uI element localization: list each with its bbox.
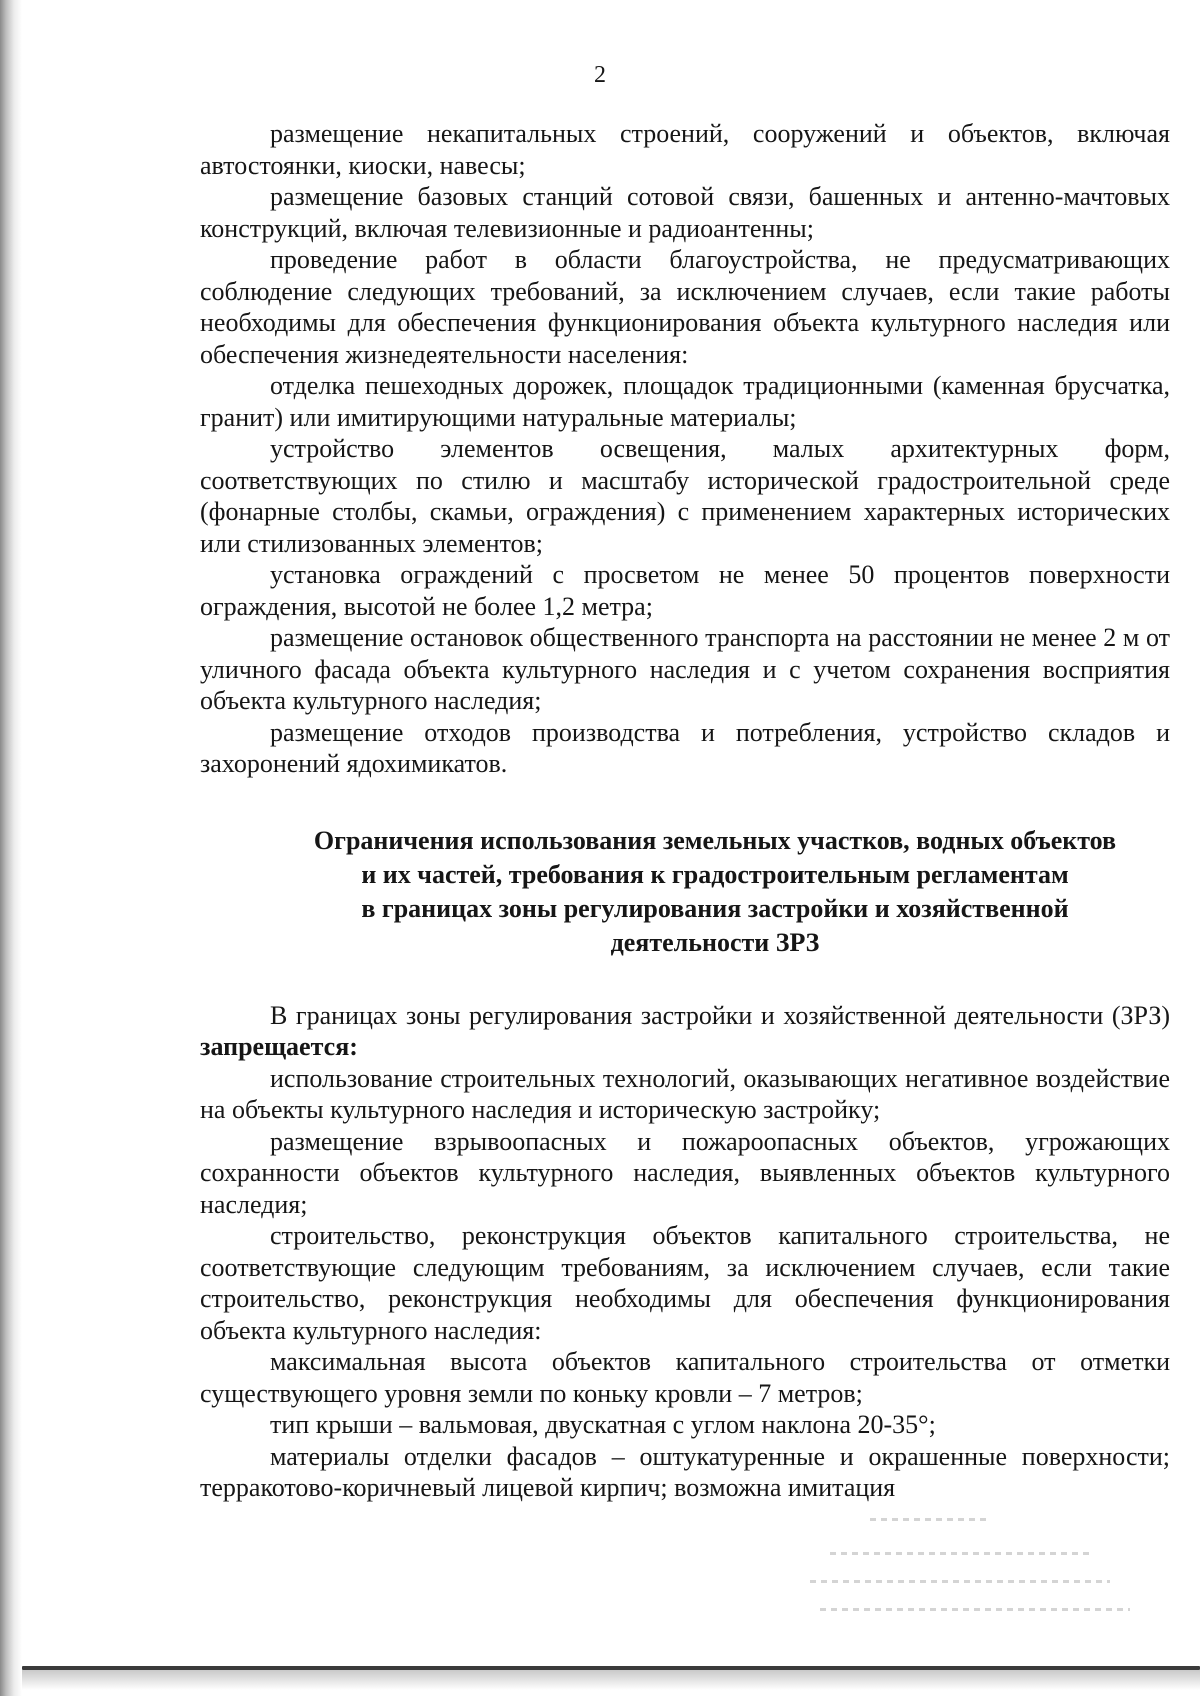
- section-heading: [200, 824, 1170, 960]
- paragraph: материалы отделки фасадов – оштукатуренные и окрашенные поверхности; терракотово-коричневый лицевой кирпич; возможна имитация: [200, 1441, 1170, 1502]
- paragraph: проведение работ в области благоустройства, не предусматривающих соблюдение следующих требований, за исключением случаев, если такие работы необходимы для обеспечения функционирования объекта культурного наследия или обеспечения жизнедеятельности населения:: [200, 245, 1170, 369]
- intro-text: В границах зоны регулирования застройки и хозяйственной деятельности (ЗРЗ): [270, 1000, 1170, 1030]
- paragraph: устройство элементов освещения, малых архитектурных форм, соответствующих по стилю и масштабу исторической градостроительной среде (фонарные столбы, скамьи, ограждения) с применением характерных исторических или стилизованных элементов;: [200, 434, 1170, 558]
- paragraph: максимальная высота объектов капитального строительства от отметки существующего уровня земли по коньку кровли – 7 метров;: [200, 1347, 1170, 1408]
- paragraph: строительство, реконструкция объектов капитального строительства, не соответствующие следующим требованиям, за исключением случаев, если такие строительство, реконструкция необходимы для обеспечения функционирования объекта культурного наследия:: [200, 1221, 1170, 1345]
- paragraph: использование строительных технологий, оказывающих негативное воздействие на объекты культурного наследия и историческую застройку;: [200, 1063, 1170, 1124]
- paragraph: установка ограждений с просветом не менее 50 процентов поверхности ограждения, высотой не более 1,2 метра;: [200, 560, 1170, 621]
- heading-line: в границах зоны регулирования застройки и хозяйственной: [361, 893, 1069, 923]
- paragraph: размещение отходов производства и потребления, устройство складов и захоронений ядохимикатов.: [200, 717, 1170, 778]
- paragraph: размещение некапитальных строений, сооружений и объектов, включая автостоянки, киоски, навесы;: [200, 119, 1170, 180]
- paragraph: размещение взрывоопасных и пожароопасных объектов, угрожающих сохранности объектов культурного наследия, выявленных объектов культурного наследия;: [200, 1126, 1170, 1219]
- heading-line: деятельности ЗРЗ: [610, 927, 820, 957]
- heading-line: Ограничения использования земельных участков, водных объектов: [313, 825, 1117, 855]
- faded-stamp-marks: [810, 1500, 1130, 1630]
- intro-bold-text: запрещается:: [200, 1032, 358, 1061]
- paragraph: размещение базовых станций сотовой связи, башенных и антенно-мачтовых конструкций, включая телевизионные и радиоантенны;: [200, 182, 1170, 243]
- scan-left-edge: [0, 0, 22, 1696]
- paragraph: размещение остановок общественного транспорта на расстоянии не менее 2 м от уличного фасада объекта культурного наследия и с учетом сохранения восприятия объекта культурного наследия;: [200, 623, 1170, 715]
- paragraph: отделка пешеходных дорожек, площадок традиционными (каменная брусчатка, гранит) или имитирующими натуральные материалы;: [200, 371, 1170, 432]
- scan-bottom-shadow: [22, 1670, 1200, 1696]
- heading-line: и их частей, требования к градостроительным регламентам: [361, 859, 1069, 889]
- document-body: [200, 118, 1170, 1504]
- page-number: 2: [594, 62, 606, 88]
- intro-paragraph: [200, 1000, 1170, 1063]
- paragraph: тип крыши – вальмовая, двускатная с углом наклона 20-35°;: [270, 1410, 936, 1439]
